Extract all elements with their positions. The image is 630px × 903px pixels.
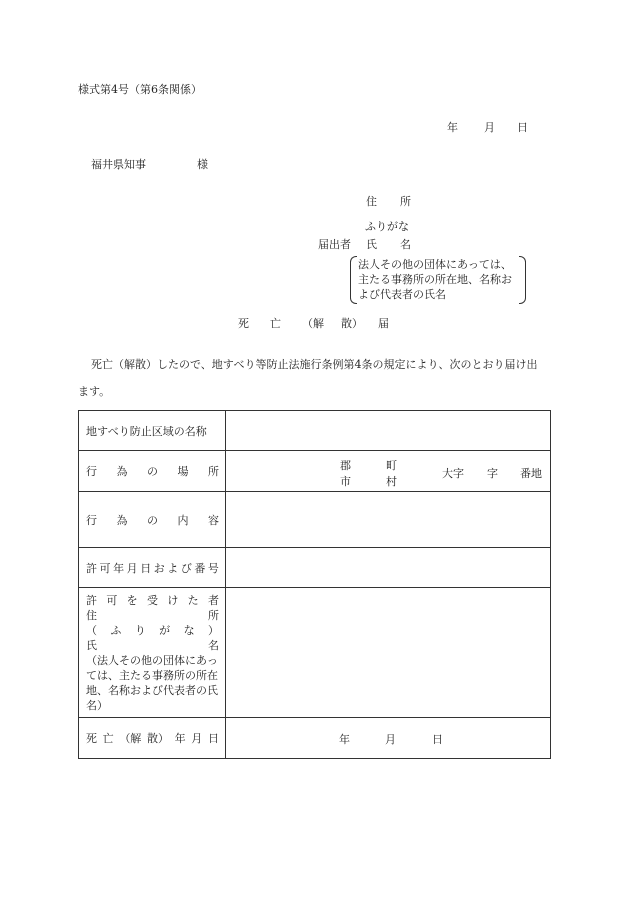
- date-month-label: 月: [385, 733, 396, 746]
- applicant-address-label-1: 住: [366, 195, 377, 208]
- title-char: 死: [238, 317, 249, 330]
- table-label-cell: [79, 548, 226, 588]
- place-shi: 市: [340, 475, 351, 488]
- note-line: （法人その他の団体にあっ: [86, 653, 218, 667]
- table-row: [79, 718, 551, 759]
- title-char: （解: [302, 317, 324, 330]
- label-char: 住: [86, 608, 97, 622]
- label-act-location: [79, 463, 225, 479]
- note-line: 地、名称および代表者の氏: [86, 683, 218, 697]
- body-line-2: ます。: [78, 385, 111, 398]
- applicant-furigana: ふりがな: [365, 220, 409, 233]
- label-char: 為: [116, 465, 128, 478]
- table-label-cell: [79, 718, 226, 759]
- label-char: が: [159, 623, 171, 637]
- title-char: 亡: [270, 317, 281, 330]
- label-char: た: [187, 593, 199, 607]
- place-banchi: 番地: [520, 467, 542, 480]
- note-line: 名）: [86, 698, 108, 712]
- label-char: 日: [140, 561, 152, 575]
- permit-date-number-field[interactable]: [226, 548, 551, 588]
- label-permit-date-number: [79, 560, 225, 576]
- table-label-cell: [79, 492, 226, 548]
- date-year-label: 年: [339, 733, 350, 746]
- place-aza: 字: [487, 467, 498, 480]
- death-dissolution-date-field[interactable]: [226, 718, 551, 759]
- form-table: [78, 410, 551, 759]
- table-label-cell: [79, 451, 226, 492]
- table-row: [79, 588, 551, 718]
- permit-holder-field[interactable]: [226, 588, 551, 718]
- note-line: ては、主たる事務所の所在: [86, 668, 218, 682]
- label-char: 可: [106, 593, 118, 607]
- addressee-suffix: 様: [197, 158, 208, 171]
- label-line-furigana: [86, 623, 219, 638]
- table-label-cell: [79, 588, 226, 718]
- label-char: 号: [207, 561, 219, 575]
- applicant-note-bracket: [350, 256, 526, 304]
- label-char: の: [147, 513, 158, 527]
- label-char: よ: [167, 561, 179, 575]
- act-location-field[interactable]: [226, 451, 551, 492]
- label-char: ふ: [110, 623, 122, 637]
- label-char: 日: [207, 732, 219, 745]
- label-char: 行: [86, 465, 97, 478]
- applicant-name-label-1: 氏: [366, 238, 377, 251]
- label-area-name: 地すべり防止区域の名称: [86, 424, 207, 438]
- label-char: 氏: [86, 638, 97, 652]
- label-char: を: [126, 593, 138, 607]
- date-month: 月: [484, 121, 495, 134]
- table-label-cell: [79, 411, 226, 451]
- table-row: [79, 411, 551, 451]
- label-line-address: [86, 608, 219, 623]
- label-char: 者: [207, 593, 219, 607]
- label-char: 為: [116, 513, 128, 527]
- label-char: お: [153, 561, 165, 575]
- label-char: 死: [86, 732, 97, 745]
- applicant-role: 届出者: [318, 238, 351, 251]
- act-content-field[interactable]: [226, 492, 551, 548]
- label-char: 許: [86, 561, 97, 575]
- label-char: 月: [126, 561, 138, 575]
- label-char: 名: [208, 638, 219, 652]
- title-char: 散）: [341, 317, 363, 330]
- label-char: の: [147, 465, 158, 478]
- place-oaza: 大字: [442, 467, 464, 480]
- applicant-note-line: 法人その他の団体にあっては、: [358, 258, 512, 271]
- label-permit-holder: [79, 593, 225, 713]
- label-char: 亡: [102, 732, 114, 745]
- right-bracket: [519, 256, 526, 304]
- left-bracket: [350, 256, 357, 304]
- label-char: 内: [177, 513, 189, 527]
- applicant-note-line: よび代表者の氏名: [358, 288, 446, 301]
- label-char: 容: [208, 513, 219, 527]
- label-char: 番: [194, 561, 206, 575]
- addressee-name: 福井県知事: [91, 158, 146, 171]
- label-char: 年: [113, 561, 125, 575]
- applicant-note-line: 主たる事務所の所在地、名称お: [358, 273, 512, 286]
- label-char: び: [180, 561, 192, 575]
- label-death-dissolution-date: [79, 730, 225, 746]
- body-line-1: 死亡（解散）したので、地すべり等防止法施行条例第4条の規定により、次のとおり届け出: [91, 358, 538, 371]
- area-name-field[interactable]: [226, 411, 551, 451]
- label-char: 所: [208, 608, 219, 622]
- label-char: ）: [207, 623, 219, 637]
- label-char: り: [134, 623, 146, 637]
- label-char: （: [86, 623, 97, 637]
- label-char: な: [183, 623, 195, 637]
- date-day-label: 日: [432, 733, 443, 746]
- label-char: 行: [86, 513, 97, 527]
- permit-holder-note: [86, 653, 219, 713]
- label-line-permit-holder: [86, 593, 219, 608]
- label-char: 所: [208, 465, 219, 478]
- form-number: 様式第4号（第6条関係）: [78, 83, 202, 96]
- label-char: 散）: [146, 732, 169, 745]
- label-char: 許: [86, 593, 97, 607]
- table-row: [79, 451, 551, 492]
- applicant-name-label-2: 名: [400, 238, 411, 251]
- applicant-note: [358, 257, 512, 302]
- label-char: 年: [174, 732, 186, 745]
- place-gun: 郡: [340, 459, 351, 472]
- table-row: [79, 492, 551, 548]
- label-char: （解: [119, 732, 142, 745]
- label-char: け: [167, 593, 179, 607]
- table-row: [79, 548, 551, 588]
- label-char: 受: [146, 593, 158, 607]
- date-day: 日: [517, 121, 528, 134]
- header-date: [447, 119, 528, 135]
- date-year: 年: [447, 121, 458, 134]
- label-line-name: [86, 638, 219, 653]
- place-son: 村: [386, 475, 397, 488]
- place-cho: 町: [386, 459, 397, 472]
- label-char: 可: [99, 561, 111, 575]
- label-char: 場: [177, 465, 189, 478]
- label-char: 月: [191, 732, 203, 745]
- title-char: 届: [378, 317, 389, 330]
- applicant-address-label-2: 所: [400, 195, 411, 208]
- label-act-content: [79, 512, 225, 528]
